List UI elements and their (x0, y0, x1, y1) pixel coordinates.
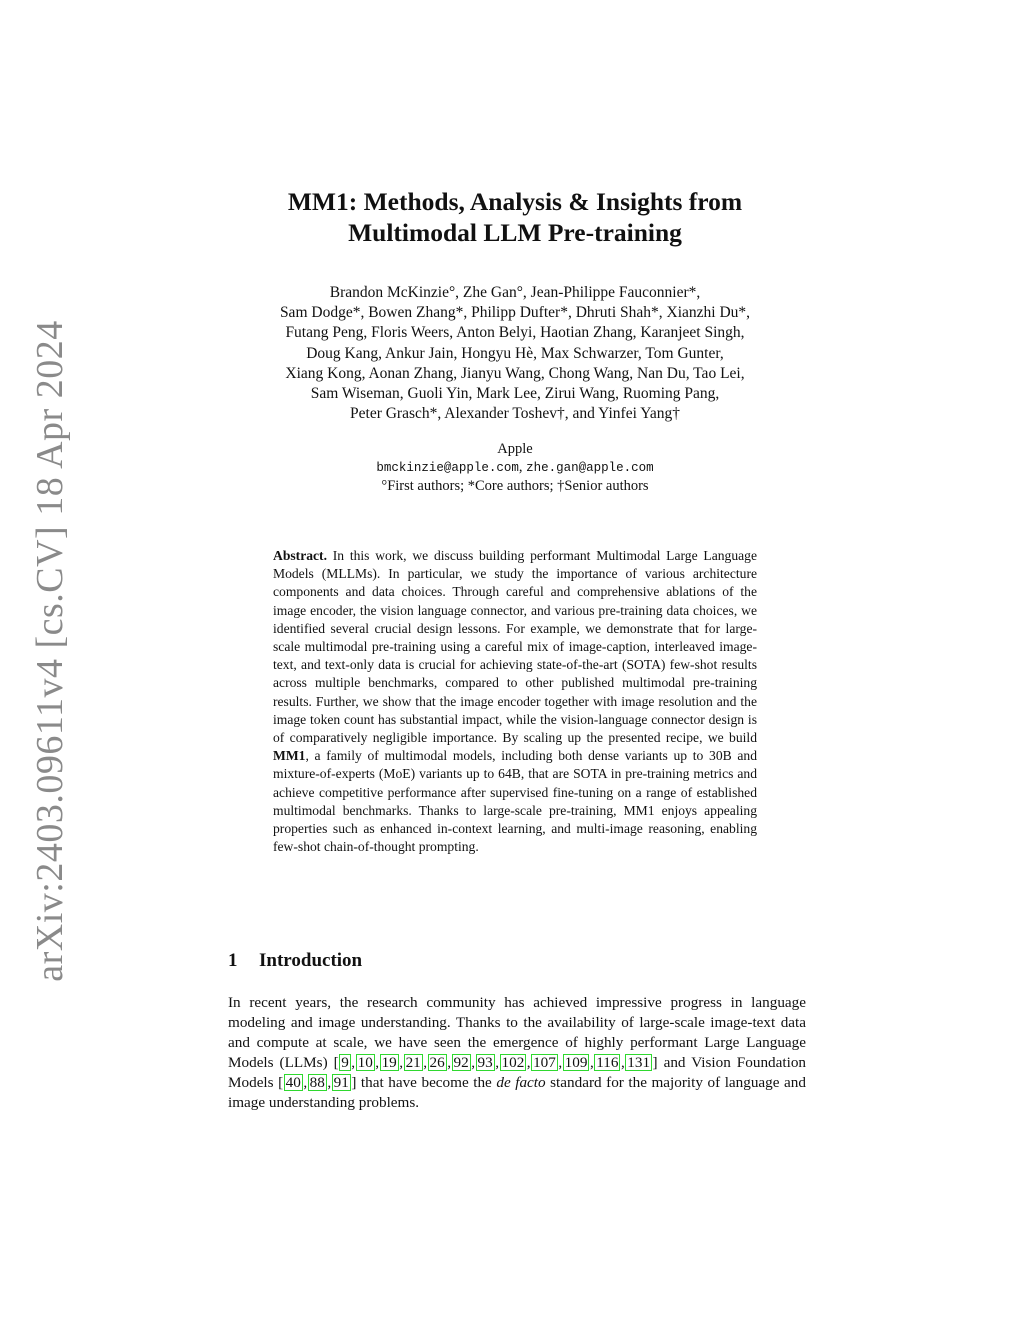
author-role-legend: °First authors; *Core authors; †Senior authors (381, 478, 649, 494)
citation-link[interactable]: 26 (429, 1054, 445, 1072)
llm-citation-group: [ 9 , 10 , 19 , 21 , 26 , 92 , 93 , 102 , 107 , 109 , 116 , 131 ] (333, 1054, 658, 1072)
author-line-6: Sam Wiseman, Guoli Yin, Mark Lee, Zirui Wang, Ruoming Pang, (310, 385, 720, 403)
abstract (273, 547, 757, 856)
author-line-2: Sam Dodge*, Bowen Zhang*, Philipp Dufter*, Dhruti Shah*, Xianzhi Du*, (279, 304, 751, 322)
citation-link[interactable]: 40 (285, 1074, 301, 1092)
email-separator: , (518, 459, 527, 475)
citation-link[interactable]: 21 (405, 1054, 421, 1072)
citation-link[interactable]: 102 (501, 1054, 525, 1072)
author-list (212, 283, 818, 424)
intro-text-3: that have become the (356, 1074, 497, 1092)
citation-link[interactable]: 92 (453, 1054, 469, 1072)
author-line-1: Brandon McKinzie°, Zhe Gan°, Jean-Philippe Fauconnier*, (329, 284, 701, 301)
intro-text-1: In recent years, the research community has achieved impressive progress in language modeling and image understanding. Thanks to the availability of large-scale image-text data and compute at scale, we have seen the emergence of highly performant Large Language Models (LLMs) (228, 994, 806, 1072)
title-line-2: Multimodal LLM Pre-training (348, 218, 682, 247)
arxiv-identifier[interactable]: arXiv:2403.09611v4 [cs.CV] 18 Apr 2024 (29, 320, 71, 982)
citation-link[interactable]: 19 (381, 1054, 397, 1072)
section-title: Introduction (259, 950, 363, 971)
citation-link[interactable]: 10 (357, 1054, 373, 1072)
author-line-3: Futang Peng, Floris Weers, Anton Belyi, Haotian Zhang, Karanjeet Singh, (285, 324, 745, 342)
section-number: 1 (228, 950, 238, 971)
organization: Apple (497, 441, 533, 457)
intro-text-4: standard for the majority of language and image understanding problems. (228, 1074, 806, 1112)
section-heading (228, 950, 362, 972)
intro-text-2: and Vision Foundation Models (228, 1054, 807, 1092)
abstract-text-2: , a family of multimodal models, including both dense variants up to 30B and mixture-of-experts (MoE) variants up to 64B, that are SOTA in pre-training metrics and achieve competitive performance after supervised fine-tuning on a range of established multimodal benchmarks. Thanks to large-scale pre-training, MM1 enjoys appealing properties such as enhanced in-context learning, and multi-image reasoning, enabling few-shot chain-of-thought prompting. (273, 748, 757, 855)
citation-link[interactable]: 116 (596, 1054, 619, 1072)
author-line-4: Doug Kang, Ankur Jain, Hongyu Hè, Max Schwarzer, Tom Gunter, (306, 344, 724, 362)
author-line-7: Peter Grasch*, Alexander Toshev†, and Yinfei Yang† (350, 405, 680, 423)
citation-link[interactable]: 131 (627, 1054, 651, 1072)
title-line-1: MM1: Methods, Analysis & Insights from (287, 187, 743, 216)
citation-link[interactable]: 107 (533, 1054, 556, 1072)
intro-paragraph (228, 993, 806, 1114)
citation-link[interactable]: 9 (341, 1054, 349, 1072)
email-link-1[interactable]: bmckinzie@apple.com (376, 461, 519, 475)
abstract-text-1: In this work, we discuss building performant Multimodal Large Language Models (MLLMs). In particular, we study the importance of various architecture components and data choices. Through careful and comprehensive ablations of the image encoder, the vision language connector, and various pre-training data choices, we identified several crucial design lessons. For example, we demonstrate that for large-scale multimodal pre-training using a careful mix of image-caption, interleaved image-text, and text-only data is crucial for achieving state-of-the-art (SOTA) few-shot results across multiple benchmarks, compared to other published multimodal pre-training results. Further, we show that the image encoder together with image resolution and the image token count has substantial impact, while the vision-language connector design is of comparatively negligible importance. By scaling up the presented recipe, we build (273, 548, 757, 746)
paper-title (212, 186, 818, 248)
citation-link[interactable]: 88 (309, 1074, 325, 1092)
author-line-5: Xiang Kong, Aonan Zhang, Jianyu Wang, Chong Wang, Nan Du, Tao Lei, (285, 364, 745, 382)
citation-link[interactable]: 93 (477, 1054, 493, 1072)
email-link-2[interactable]: zhe.gan@apple.com (526, 461, 654, 475)
citation-link[interactable]: 109 (564, 1054, 588, 1072)
abstract-label: Abstract. (273, 548, 327, 563)
model-name: MM1 (273, 748, 306, 764)
affiliation-block (212, 440, 818, 495)
emphasis-de-facto: de facto (496, 1074, 546, 1092)
email-line (212, 458, 818, 477)
vfm-citation-group: [ 40 , 88 , 91 ] (278, 1074, 357, 1092)
citation-link[interactable]: 91 (333, 1074, 349, 1092)
